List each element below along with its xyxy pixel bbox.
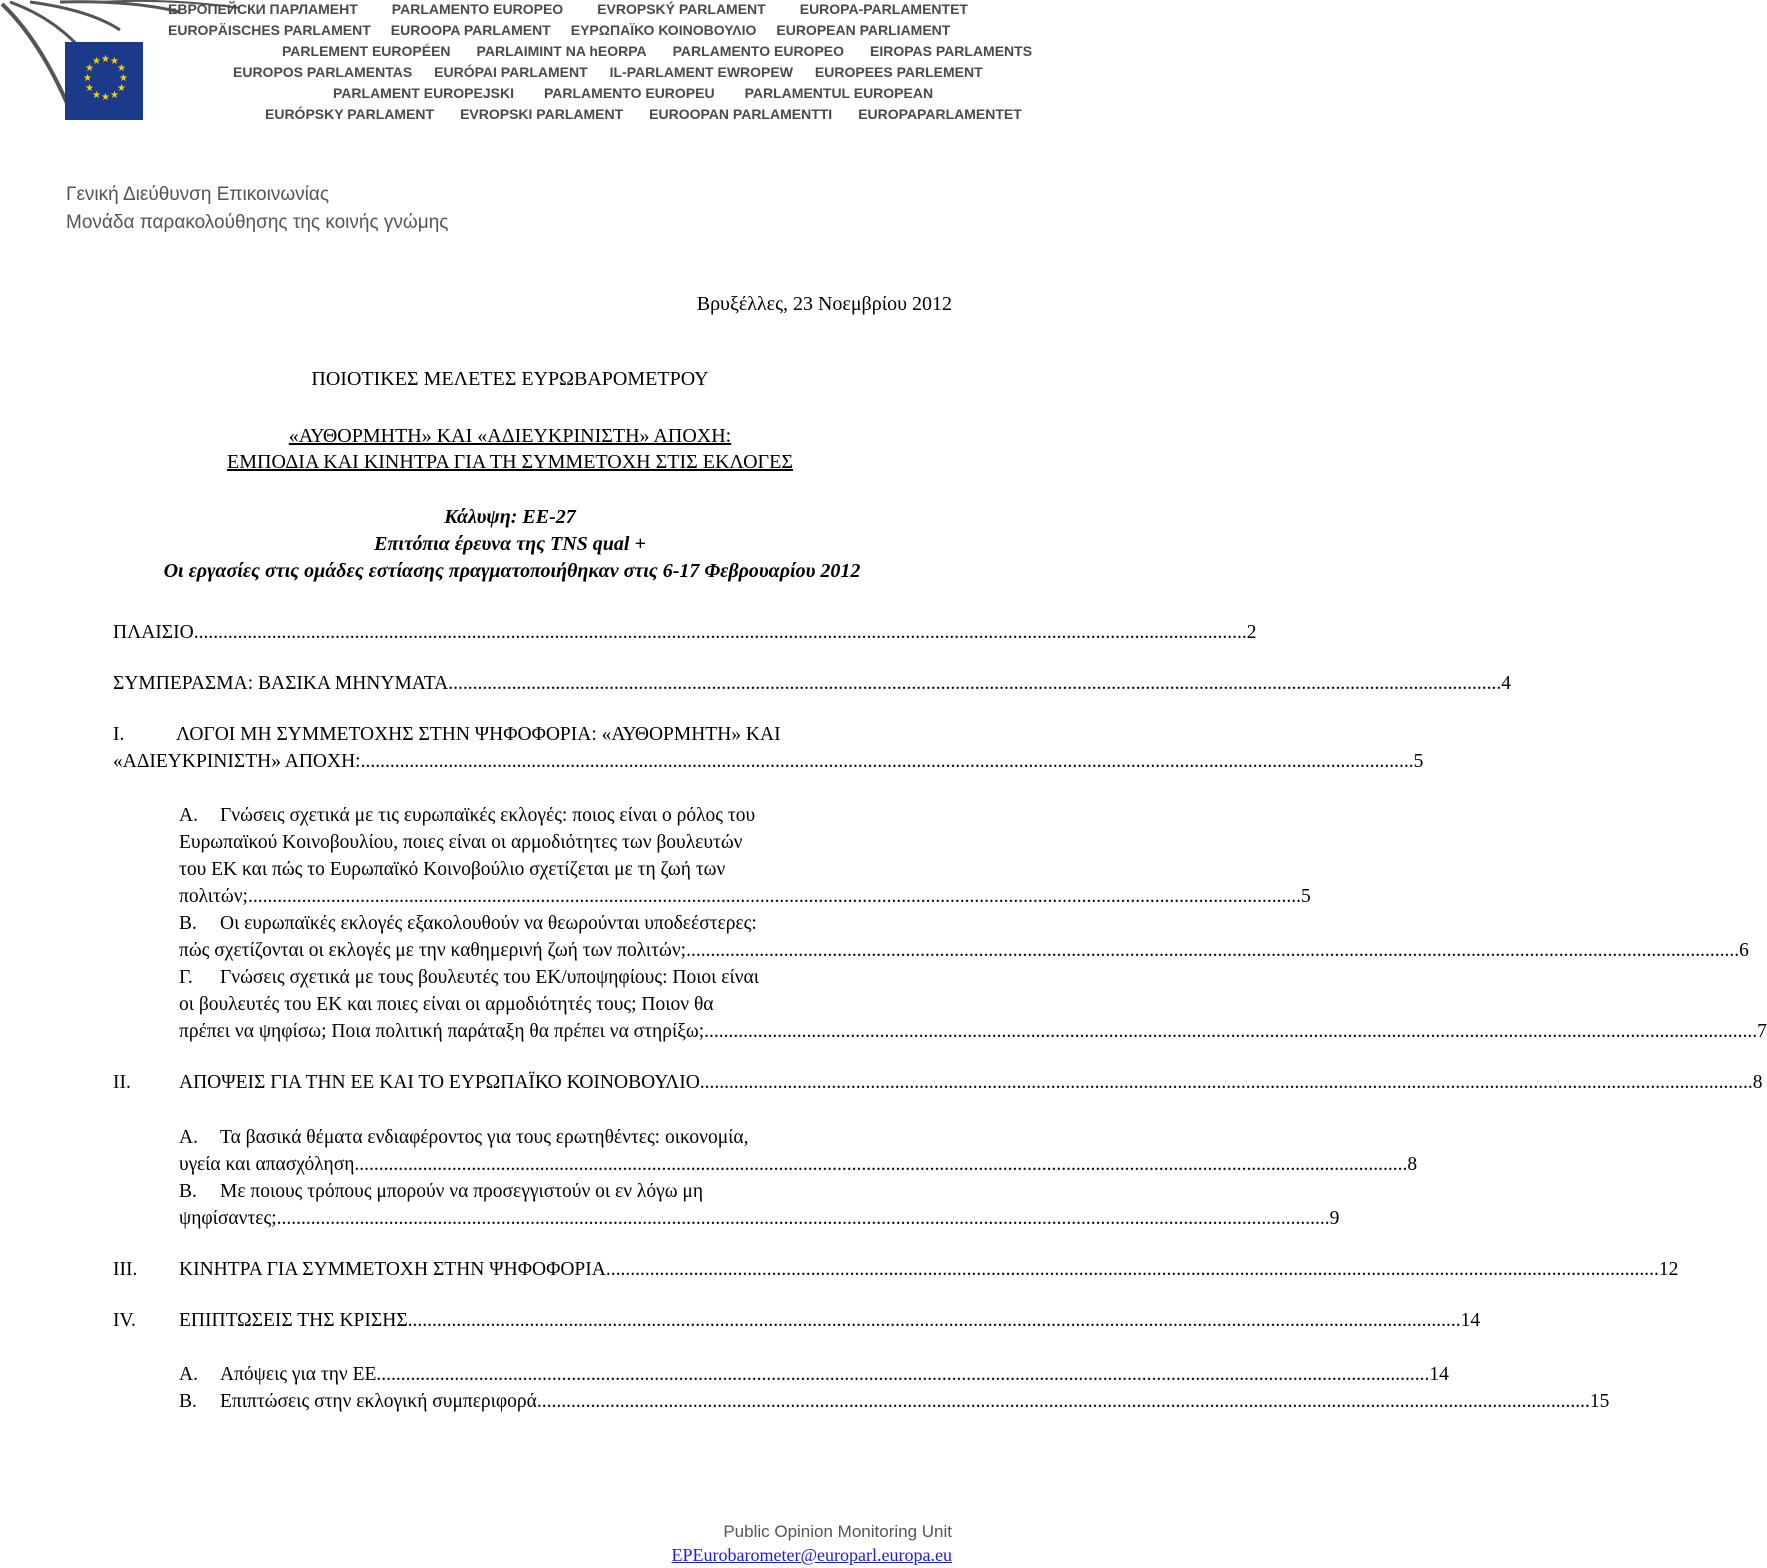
parliament-name: EURÓPSKY PARLAMENT bbox=[265, 106, 435, 122]
toc-page: 9 bbox=[1329, 1208, 1340, 1229]
toc-subsection-number: B. bbox=[179, 1391, 197, 1412]
document-title: ΠΟΙΟΤΙΚΕΣ ΜΕΛΕΤΕΣ ΕΥΡΩΒΑΡΟΜΕΤΡΟΥ bbox=[311, 368, 709, 390]
toc-entry-section-1c[interactable] bbox=[179, 1021, 1767, 1043]
toc-subsection-line[interactable]: Ευρωπαϊκού Κοινοβουλίου, ποιες είναι οι αρμοδιότητες των βουλευτών bbox=[179, 832, 743, 853]
parliament-name: PARLAMENTO EUROPEO bbox=[672, 43, 845, 59]
parliament-name: EURÓPAI PARLAMENT bbox=[434, 64, 588, 80]
svg-text:★: ★ bbox=[110, 56, 119, 67]
parliament-names-row-5 bbox=[333, 85, 933, 101]
toc-subsection-line[interactable]: Γνώσεις σχετικά με τους βουλευτές του ΕΚ/υποψηφίους: Ποιοι είναι bbox=[220, 967, 760, 988]
toc-label: ΕΠΙΠΤΩΣΕΙΣ ΤΗΣ ΚΡΙΣΗΣ bbox=[179, 1310, 408, 1331]
toc-entry-section-1[interactable] bbox=[113, 751, 1424, 773]
toc-label: ΠΛΑΙΣΙΟ bbox=[113, 622, 194, 643]
toc-label: «ΑΔΙΕΥΚΡΙΝΙΣΤΗ» ΑΠΟΧΗ: bbox=[113, 751, 361, 772]
parliament-name: PARLAMENTUL EUROPEAN bbox=[744, 85, 934, 101]
svg-text:★: ★ bbox=[119, 73, 128, 84]
toc-page: 12 bbox=[1658, 1259, 1679, 1280]
parliament-names-row-1 bbox=[168, 1, 968, 17]
toc-label: πώς σχετίζονται οι εκλογές με την καθημερινή ζωή των πολιτών; bbox=[179, 940, 687, 961]
directorate-name: Γενική Διεύθυνση Επικοινωνίας bbox=[66, 184, 330, 205]
document-subtitle-1: «ΑΥΘΟΡΜΗΤΗ» ΚΑΙ «ΑΔΙΕΥΚΡΙΝΙΣΤΗ» ΑΠΟΧΗ: bbox=[288, 425, 732, 447]
parliament-names-row-4 bbox=[233, 64, 983, 80]
toc-label: πολιτών; bbox=[179, 886, 248, 907]
parliament-name: EUROPAPARLAMENTET bbox=[858, 106, 1022, 122]
toc-label: ΚΙΝΗΤΡΑ ΓΙΑ ΣΥΜΜΕΤΟΧΗ ΣΤΗΝ ΨΗΦΟΦΟΡΙΑ bbox=[179, 1259, 606, 1280]
toc-page: 8 bbox=[1407, 1154, 1418, 1175]
toc-entry-section-4a[interactable] bbox=[220, 1364, 1449, 1386]
svg-text:★: ★ bbox=[92, 56, 101, 67]
toc-entry-plaisio[interactable] bbox=[113, 622, 1257, 644]
toc-page: 5 bbox=[1300, 886, 1311, 907]
toc-section-title[interactable]: ΛΟΓΟΙ ΜΗ ΣΥΜΜΕΤΟΧΗΣ ΣΤΗΝ ΨΗΦΟΦΟΡΙΑ: «ΑΥΘΟΡΜΗΤΗ» ΚΑΙ bbox=[176, 724, 781, 745]
svg-text:★: ★ bbox=[117, 63, 126, 74]
svg-text:★: ★ bbox=[85, 83, 94, 94]
eu-flag bbox=[65, 42, 143, 120]
toc-subsection-line[interactable]: Οι ευρωπαϊκές εκλογές εξακολουθούν να θεωρούνται υποδεέστερες: bbox=[220, 913, 757, 934]
parliament-name: PARLEMENT EUROPÉEN bbox=[282, 43, 451, 59]
toc-subsection-number: A. bbox=[179, 1364, 198, 1385]
toc-subsection-number: Γ. bbox=[179, 967, 193, 988]
svg-text:★: ★ bbox=[117, 83, 126, 94]
toc-entry-symperasma[interactable] bbox=[113, 673, 1511, 695]
toc-page: 7 bbox=[1757, 1021, 1767, 1042]
toc-page: 8 bbox=[1752, 1072, 1763, 1093]
parliament-names-row-3 bbox=[282, 43, 1032, 59]
toc-subsection-line[interactable]: οι βουλευτές του ΕΚ και ποιες είναι οι αρμοδιότητές τους; Ποιον θα bbox=[179, 994, 714, 1015]
toc-entry-section-3[interactable] bbox=[179, 1259, 1679, 1281]
toc-label: ΣΥΜΠΕΡΑΣΜΑ: ΒΑΣΙΚΑ ΜΗΝΥΜΑΤΑ bbox=[113, 673, 449, 694]
toc-subsection-number: A. bbox=[179, 1127, 198, 1148]
svg-text:★: ★ bbox=[83, 73, 92, 84]
toc-label: ΑΠΟΨΕΙΣ ΓΙΑ ΤΗΝ ΕΕ ΚΑΙ ΤΟ ΕΥΡΩΠΑΪΚΟ ΚΟΙΝΟΒΟΥΛΙΟ bbox=[179, 1072, 700, 1093]
toc-section-number: II. bbox=[113, 1072, 131, 1093]
toc-page: 6 bbox=[1739, 940, 1749, 961]
parliament-name: EVROPSKÝ PARLAMENT bbox=[597, 1, 766, 17]
unit-name: Μονάδα παρακολούθησης της κοινής γνώμης bbox=[66, 212, 449, 233]
parliament-name: ΕΥΡΩΠΑΪΚΟ ΚΟΙΝΟΒΟΥΛΙΟ bbox=[570, 22, 757, 38]
toc-page: 15 bbox=[1589, 1391, 1610, 1412]
toc-label: πρέπει να ψηφίσω; Ποια πολιτική παράταξη θα πρέπει να στηρίξω; bbox=[179, 1021, 705, 1042]
document-date: Βρυξέλλες, 23 Νοεμβρίου 2012 bbox=[696, 293, 952, 315]
letterhead bbox=[0, 0, 1033, 130]
toc-subsection-line[interactable]: Γνώσεις σχετικά με τις ευρωπαϊκές εκλογές: ποιος είναι ο ρόλος του bbox=[220, 805, 756, 826]
toc-page: 14 bbox=[1460, 1310, 1481, 1331]
parliament-name: EUROPOS PARLAMENTAS bbox=[233, 64, 413, 80]
parliament-name: PARLAMENTO EUROPEO bbox=[391, 1, 564, 17]
toc-subsection-number: B. bbox=[179, 1181, 197, 1202]
toc-entry-section-2a[interactable] bbox=[179, 1154, 1418, 1176]
parliament-name: EUROOPAN PARLAMENTTI bbox=[649, 106, 833, 122]
focus-groups-line: Οι εργασίες στις ομάδες εστίασης πραγματοποιήθηκαν στις 6-17 Φεβρουαρίου 2012 bbox=[163, 560, 861, 582]
svg-text:★: ★ bbox=[101, 54, 110, 65]
toc-section-number: I. bbox=[113, 724, 125, 745]
coverage-line: Κάλυψη: ΕΕ-27 bbox=[444, 506, 576, 528]
parliament-names-row-6 bbox=[265, 106, 1022, 122]
toc-section-number: IV. bbox=[113, 1310, 136, 1331]
parliament-name: EVROPSKI PARLAMENT bbox=[460, 106, 624, 122]
svg-text:★: ★ bbox=[110, 90, 119, 101]
svg-text:★: ★ bbox=[85, 63, 94, 74]
fieldwork-line: Επιτόπια έρευνα της TNS qual + bbox=[374, 533, 646, 555]
svg-text:★: ★ bbox=[101, 92, 110, 103]
parliament-name: PARLAMENTO EUROPEU bbox=[543, 85, 715, 101]
toc-entry-section-4[interactable] bbox=[179, 1310, 1481, 1332]
parliament-name: EUROPEAN PARLIAMENT bbox=[776, 22, 951, 38]
parliament-name: PARLAMENT EUROPEJSKI bbox=[333, 85, 514, 101]
parliament-name: EUROPÄISCHES PARLAMENT bbox=[168, 22, 371, 38]
toc-page: 14 bbox=[1429, 1364, 1449, 1385]
toc-page: 4 bbox=[1501, 673, 1511, 694]
toc-entry-section-2b[interactable] bbox=[179, 1208, 1340, 1230]
toc-entry-section-1b[interactable] bbox=[179, 940, 1749, 962]
parliament-name: PARLAIMINT NA hEORPA bbox=[476, 43, 647, 59]
toc-section-number: III. bbox=[113, 1259, 138, 1280]
toc-subsection-line[interactable]: Με ποιους τρόπους μπορούν να προσεγγιστούν οι εν λόγω μη bbox=[220, 1181, 704, 1202]
toc-label: Απόψεις για την ΕΕ bbox=[220, 1364, 377, 1385]
toc-label: Επιπτώσεις στην εκλογική συμπεριφορά bbox=[220, 1391, 537, 1412]
toc-label: ψηφίσαντες; bbox=[179, 1208, 277, 1229]
toc-page: 2 bbox=[1246, 622, 1257, 643]
footer-unit: Public Opinion Monitoring Unit bbox=[723, 1522, 952, 1541]
toc-entry-section-4b[interactable] bbox=[220, 1391, 1610, 1413]
toc-label: υγεία και απασχόληση bbox=[179, 1154, 355, 1175]
toc-entry-section-1a[interactable] bbox=[179, 886, 1311, 908]
toc-subsection-number: B. bbox=[179, 913, 197, 934]
toc-subsection-number: A. bbox=[179, 805, 198, 826]
toc-subsection-line[interactable]: Τα βασικά θέματα ενδιαφέροντος για τους ερωτηθέντες: οικονομία, bbox=[220, 1127, 749, 1148]
svg-text:★: ★ bbox=[92, 90, 101, 101]
parliament-name: EUROPEES PARLEMENT bbox=[814, 64, 983, 80]
parliament-name: EIROPAS PARLAMENTS bbox=[870, 43, 1033, 59]
footer-email-link[interactable]: EPEurobarometer@europarl.europa.eu bbox=[671, 1545, 952, 1565]
document-subtitle-2: ΕΜΠΟΔΙΑ ΚΑΙ ΚΙΝΗΤΡΑ ΓΙΑ ΤΗ ΣΥΜΜΕΤΟΧΗ ΣΤΙΣ ΕΚΛΟΓΕΣ bbox=[227, 451, 793, 473]
toc-page: 5 bbox=[1413, 751, 1424, 772]
toc-entry-section-2[interactable] bbox=[179, 1072, 1763, 1094]
toc-subsection-line[interactable]: του ΕΚ και πώς το Ευρωπαϊκό Κοινοβούλιο σχετίζεται με τη ζωή των bbox=[179, 859, 726, 880]
parliament-name: ЕВРОПЕЙСКИ ПАРЛАМЕНТ bbox=[168, 1, 358, 17]
parliament-name: EUROOPA PARLAMENT bbox=[390, 22, 551, 38]
parliament-names-row-2 bbox=[168, 22, 950, 38]
parliament-name: EUROPA-PARLAMENTET bbox=[799, 1, 968, 17]
parliament-name: IL-PARLAMENT EWROPEW bbox=[609, 64, 793, 80]
